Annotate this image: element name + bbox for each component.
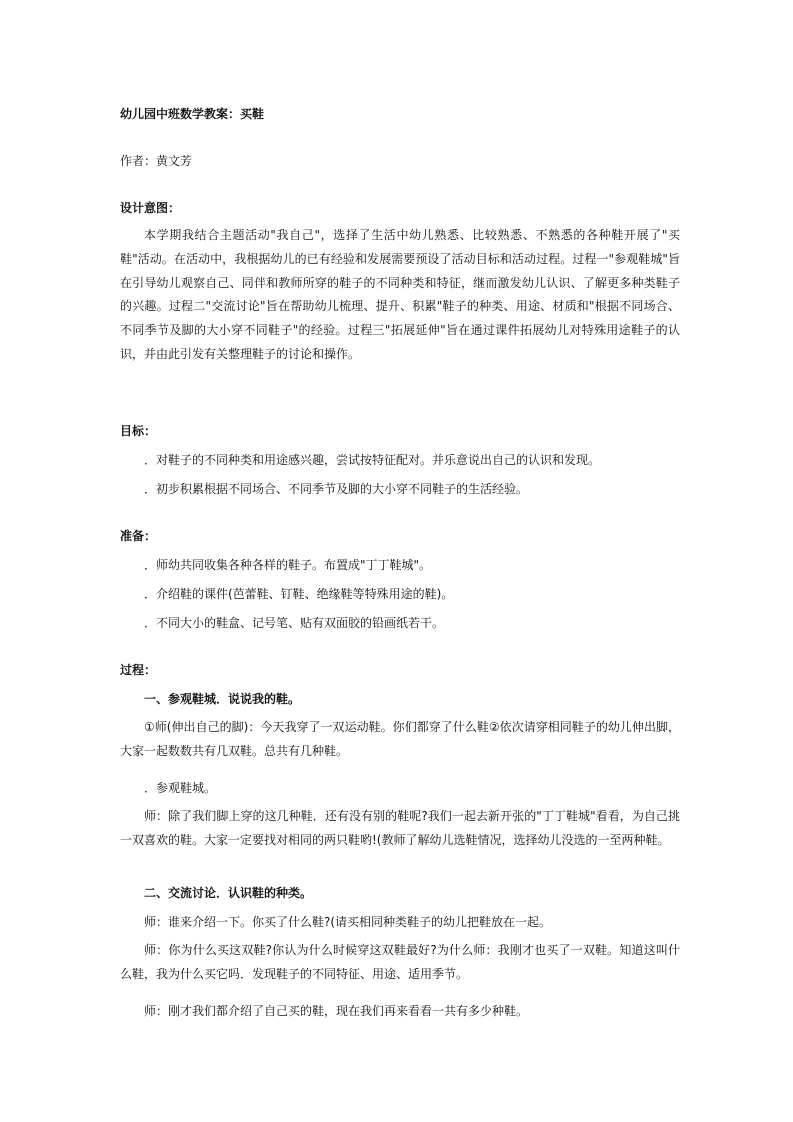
design-paragraph: 本学期我结合主题活动"我自己"，选择了生活中幼儿熟悉、比较熟悉、不熟悉的各种鞋开展了"买鞋"活动。在活动中，我根据幼儿的已有经验和发展需要预设了活动目标和活动过程。过程一"参观鞋城"旨在引导幼儿观察自己、同伴和教师所穿的鞋子的不同种类和特征，继而激发幼儿认识、了解更多种类鞋子的兴趣。过程二"交流讨论"旨在帮助幼儿梳理、提升、积累"鞋子的种类、用途、材质和"根据不同场合、不同季节及脚的大小穿不同鞋子"的经验。过程三"拓展延伸"旨在通过课件拓展幼儿对特殊用途鞋子的认识，并由此引发有关整理鞋子的讨论和操作。 <box>120 228 680 361</box>
section2-paragraph: 师：谁来介绍一下。你买了什么鞋?(请买相同种类鞋子的幼儿把鞋放在一起。 <box>144 915 552 929</box>
section1-paragraph: ①师(伸出自己的脚)：今天我穿了一双运动鞋。你们都穿了什么鞋②依次请穿相同鞋子的幼儿伸出脚，大家一起数数共有几双鞋。总共有几种鞋。 <box>120 720 680 758</box>
process-heading: 过程： <box>120 663 157 677</box>
prep-item: ．不同大小的鞋盒、记号笔、贴有双面胶的铅画纸若干。 <box>144 616 445 630</box>
section2-title: 二、交流讨论．认识鞋的种类。 <box>144 886 313 900</box>
prep-item: ．介绍鞋的课件(芭蕾鞋、钉鞋、绝缘鞋等特殊用途的鞋)。 <box>144 587 454 601</box>
author-line: 作者：黄文芳 <box>120 154 193 168</box>
section1-paragraph: ．参观鞋城。 <box>144 781 217 795</box>
section1-paragraph: 师：除了我们脚上穿的这几种鞋．还有没有别的鞋呢?我们一起去新开张的"丁丁鞋城"看看，为自己挑一双喜欢的鞋。大家一定要找对相同的两只鞋哟!(教师了解幼儿选鞋情况，选择幼儿没选的一至两种鞋。 <box>120 809 680 847</box>
goal-item: ．初步积累根据不同场合、不同季节及脚的大小穿不同鞋子的生活经验。 <box>144 482 529 496</box>
prep-heading: 准备： <box>120 529 157 543</box>
design-heading: 设计意图： <box>120 201 181 215</box>
section2-paragraph: 师：你为什么买这双鞋?你认为什么时候穿这双鞋最好?为什么师：我刚才也买了一双鞋。知道这叫什么鞋，我为什么买它吗．发现鞋子的不同特征、用途、适用季节。 <box>120 943 680 981</box>
document-title: 幼儿园中班数学教案：买鞋 <box>120 107 265 121</box>
prep-item: ．师幼共同收集各种各样的鞋子。布置成"丁丁鞋城"。 <box>144 558 432 572</box>
goal-item: ．对鞋子的不同种类和用途感兴趣，尝试按特征配对。并乐意说出自己的认识和发现。 <box>144 453 601 467</box>
goals-heading: 目标： <box>120 424 157 438</box>
section1-title: 一、参观鞋城．说说我的鞋。 <box>144 692 301 706</box>
section2-paragraph: 师：刚才我们都介绍了自己买的鞋，现在我们再来看看一共有多少种鞋。 <box>144 1004 529 1018</box>
